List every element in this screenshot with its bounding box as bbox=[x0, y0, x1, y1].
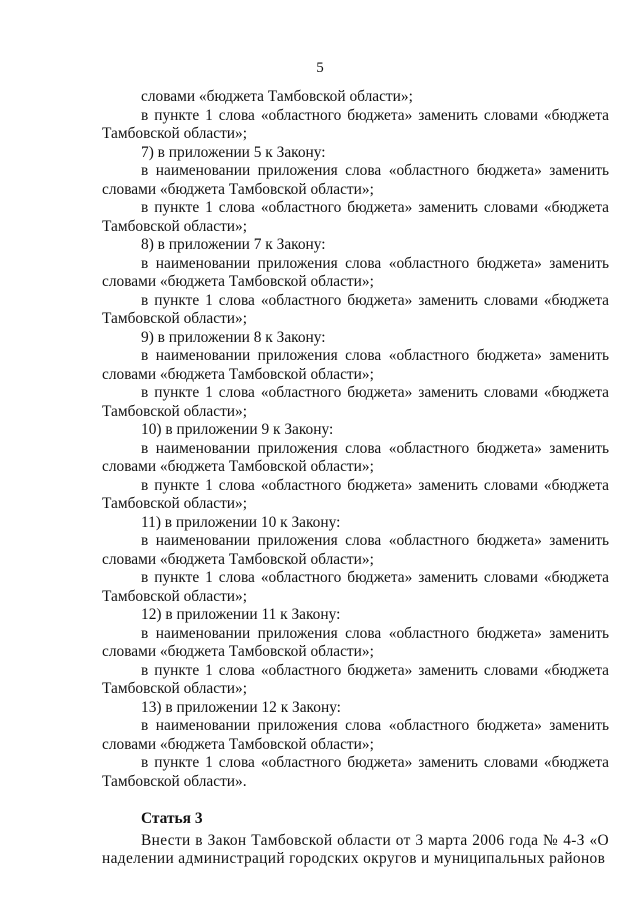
paragraph: в пункте 1 слова «областного бюджета» заменить словами «бюджета Тамбовской области»; bbox=[102, 291, 609, 327]
list-item-heading: 12) в приложении 11 к Закону: bbox=[141, 606, 341, 623]
article-paragraph: Внести в Закон Тамбовской области от 3 марта 2006 года № 4-З «О наделении администраций городских округов и муниципальных районов bbox=[102, 831, 609, 867]
paragraph: в пункте 1 слова «областного бюджета» заменить словами «бюджета Тамбовской области»; bbox=[102, 476, 609, 512]
document-body bbox=[102, 88, 609, 869]
list-item-heading: 8) в приложении 7 к Закону: bbox=[141, 236, 326, 253]
list-item-heading: 7) в приложении 5 к Закону: bbox=[141, 143, 326, 161]
paragraph: в наименовании приложения слова «областного бюджета» заменить словами «бюджета Тамбовской области»; bbox=[102, 717, 609, 753]
paragraph: в наименовании приложения слова «областного бюджета» заменить словами «бюджета Тамбовской области»; bbox=[102, 624, 609, 660]
list-item-heading: 11) в приложении 10 к Закону: bbox=[141, 513, 341, 531]
paragraph: в наименовании приложения слова «областного бюджета» заменить словами «бюджета Тамбовской области»; bbox=[102, 254, 609, 290]
paragraph: в наименовании приложения слова «областного бюджета» заменить словами «бюджета Тамбовской области»; bbox=[102, 532, 609, 568]
paragraph: словами «бюджета Тамбовской области»; bbox=[141, 88, 413, 105]
page-number: 5 bbox=[316, 60, 324, 76]
article-title: Статья 3 bbox=[141, 810, 203, 827]
paragraph: в пункте 1 слова «областного бюджета» заменить словами «бюджета Тамбовской области»; bbox=[102, 569, 609, 605]
list-item-heading: 10) в приложении 9 к Закону: bbox=[141, 421, 334, 438]
list-item-heading: 13) в приложении 12 к Закону: bbox=[141, 698, 341, 716]
paragraph: в пункте 1 слова «областного бюджета» заменить словами «бюджета Тамбовской области». bbox=[102, 754, 609, 790]
paragraph: в пункте 1 слова «областного бюджета» заменить словами «бюджета Тамбовской области»; bbox=[102, 384, 609, 420]
paragraph: в пункте 1 слова «областного бюджета» заменить словами «бюджета Тамбовской области»; bbox=[102, 199, 609, 235]
list-item-heading: 9) в приложении 8 к Закону: bbox=[141, 328, 326, 346]
paragraph: в пункте 1 слова «областного бюджета» заменить словами «бюджета Тамбовской области»; bbox=[102, 106, 609, 142]
paragraph: в пункте 1 слова «областного бюджета» заменить словами «бюджета Тамбовской области»; bbox=[102, 661, 609, 697]
paragraph: в наименовании приложения слова «областного бюджета» заменить словами «бюджета Тамбовской области»; bbox=[102, 347, 609, 383]
paragraph: в наименовании приложения слова «областного бюджета» заменить словами «бюджета Тамбовской области»; bbox=[102, 162, 609, 198]
paragraph: в наименовании приложения слова «областного бюджета» заменить словами «бюджета Тамбовской области»; bbox=[102, 439, 609, 475]
